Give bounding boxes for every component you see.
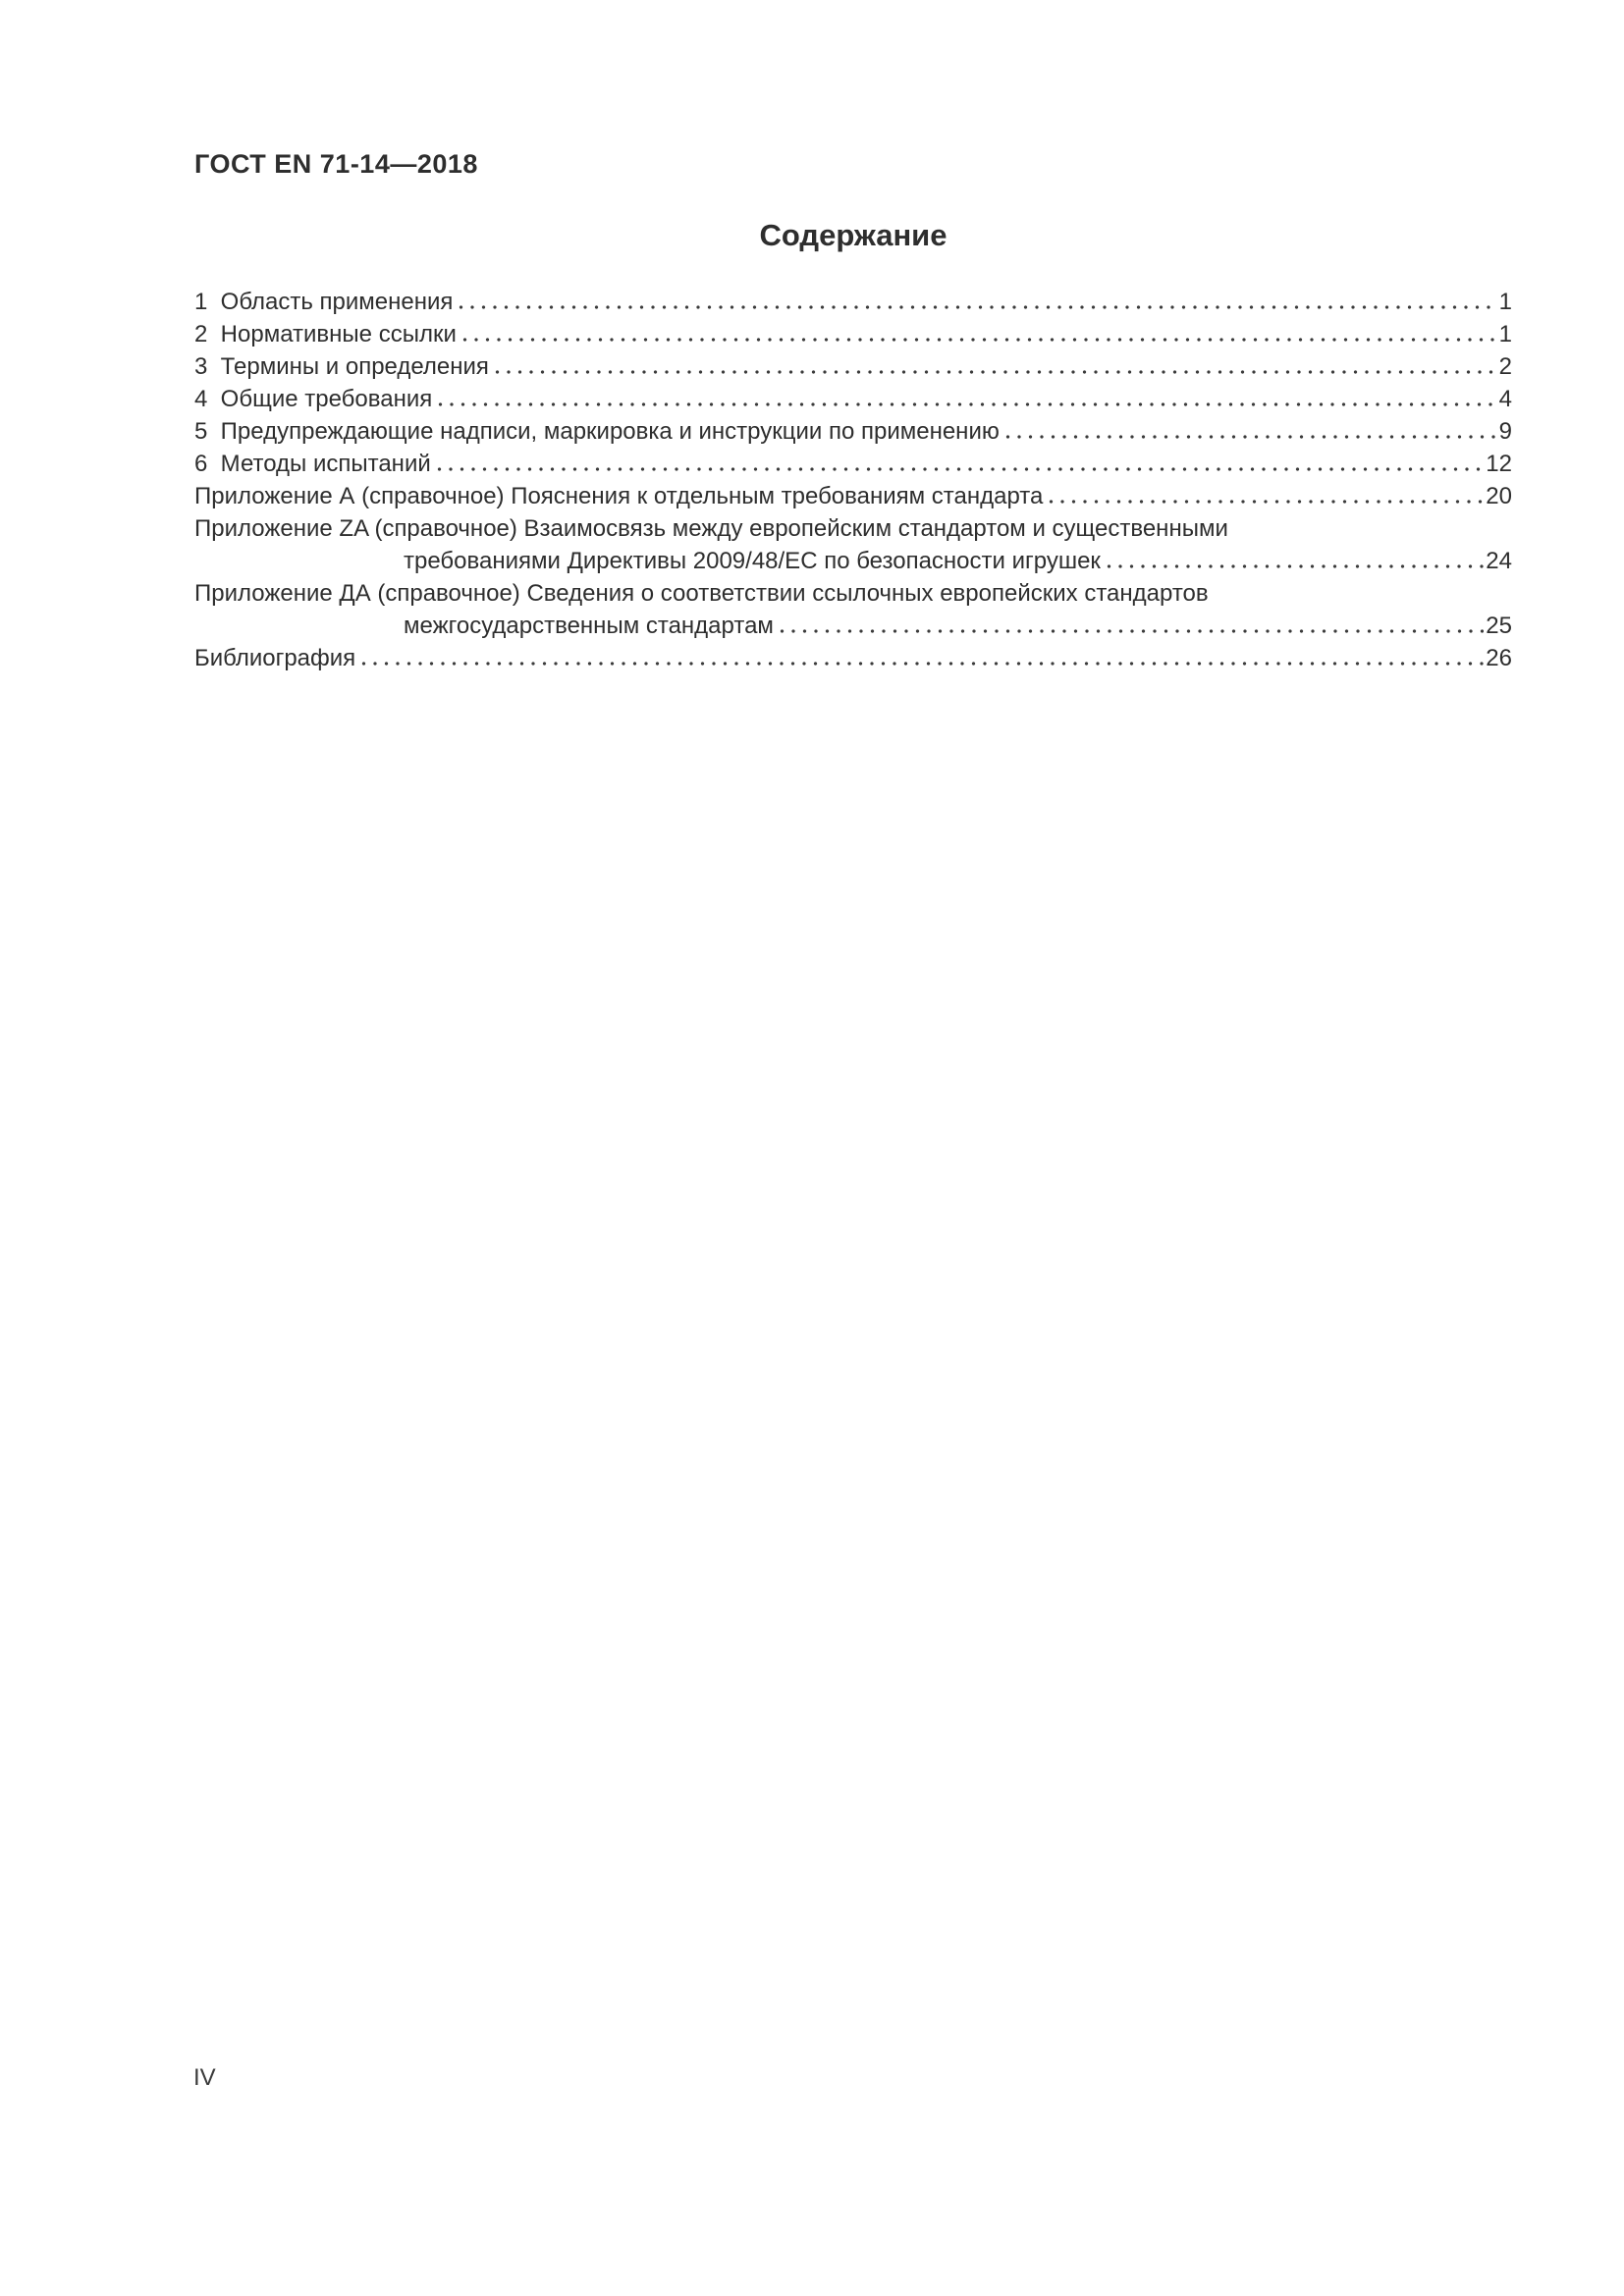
toc-entry [194,286,1512,318]
toc-entry [194,610,1512,642]
toc-dot-leader [1049,498,1484,506]
toc-entry [194,350,1512,383]
toc-title: Содержание [759,218,947,252]
toc-entry-text: Приложение А (справочное) Пояснения к отдельным требованиям стандарта [194,483,1044,509]
toc-entry-page: 25 [1486,613,1512,639]
toc-entry [194,383,1512,415]
toc-dot-leader [1005,433,1497,441]
toc-entry-text: 1 Область применения [194,289,454,315]
toc-dot-leader [462,336,1497,344]
toc-entry-text: Приложение ДА (справочное) Сведения о соответствии ссылочных европейских стандартов [194,580,1209,607]
toc-dot-leader [361,660,1484,667]
toc-entry-text: 6 Методы испытаний [194,451,431,477]
toc-entry [194,545,1512,577]
document-designation: ГОСТ EN 71-14—2018 [194,149,478,179]
toc-entry-text: Библиография [194,645,356,671]
toc-entry [194,512,1512,545]
toc-dot-leader [437,465,1485,473]
toc-entry-page: 12 [1486,451,1512,477]
toc-entry-page: 1 [1498,289,1512,315]
toc-entry-page: 24 [1486,548,1512,574]
toc-dot-leader [495,368,1497,376]
toc-entry-page: 1 [1498,321,1512,347]
toc-entry-page: 2 [1498,353,1512,380]
toc-dot-leader [459,303,1496,311]
toc-entry-page: 20 [1486,483,1512,509]
toc-entry-text: межгосударственным стандартам [404,613,774,639]
page-number: IV [193,2064,216,2091]
toc-entry-page: 26 [1486,645,1512,671]
toc-entry [194,415,1512,448]
toc-entry [194,318,1512,350]
toc-entry-text: требованиями Директивы 2009/48/ЕС по безопасности игрушек [404,548,1101,574]
toc-entry-text: 3 Термины и определения [194,353,489,380]
toc-list [194,286,1512,674]
toc-dot-leader [1107,562,1484,570]
toc-entry-text: 5 Предупреждающие надписи, маркировка и инструкции по применению [194,418,1000,445]
toc-entry [194,642,1512,674]
toc-entry [194,577,1512,610]
toc-dot-leader [438,400,1496,408]
toc-entry-text: 2 Нормативные ссылки [194,321,457,347]
toc-entry-page: 9 [1498,418,1512,445]
toc-entry [194,448,1512,480]
toc-entry-text: 4 Общие требования [194,386,433,412]
toc-entry-page: 4 [1498,386,1512,412]
toc-dot-leader [780,627,1484,635]
toc-entry-text: Приложение ZA (справочное) Взаимосвязь между европейским стандартом и существенными [194,515,1228,542]
toc-entry [194,480,1512,512]
